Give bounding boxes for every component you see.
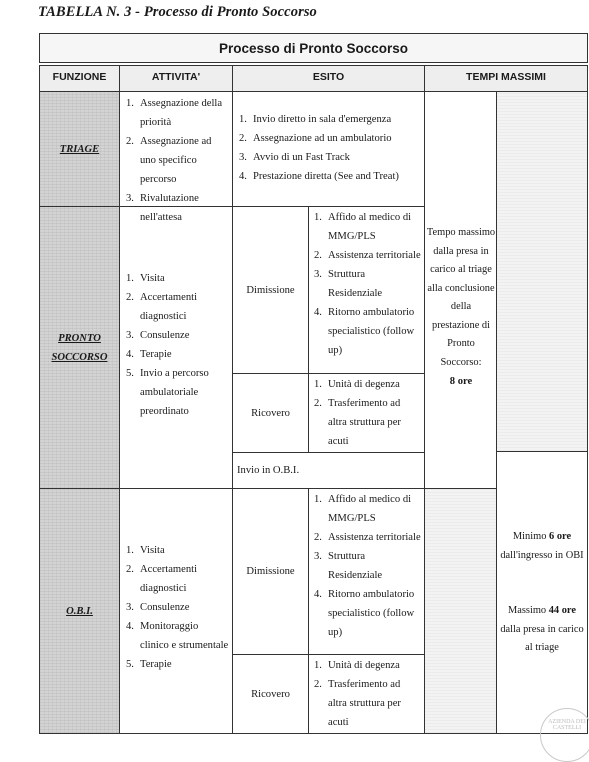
funzione-triage-label: TRIAGE — [59, 143, 100, 155]
list-item: 2. Trasferimento ad altra struttura per acuti — [314, 398, 401, 447]
list-item: 1. Invio diretto in sala d'emergenza — [239, 114, 392, 125]
ps-dimissione-label-cell — [232, 206, 309, 374]
list-item: 5. Invio a percorso ambulatoriale preordinato — [126, 368, 209, 417]
obi-massimo-text: Massimo 44 ore dalla presa in carico al triage — [500, 605, 584, 653]
obi-tempi-blank-cell — [424, 488, 497, 734]
list-item: 4. Terapie — [126, 349, 172, 360]
list-item: 2. Accertamenti diagnostici — [126, 564, 198, 594]
header-tempi-massimi: TEMPI MASSIMI — [424, 65, 588, 92]
triage-esito — [232, 91, 425, 207]
tempo-massimo-value: 8 ore — [449, 376, 473, 387]
funzione-obi — [39, 488, 120, 734]
list-item: 3. Consulenze — [126, 330, 190, 341]
tempo-massimo-text: Tempo massimo dalla presa in carico al triage alla conclusione della prestazione di Pronto Soccorso: — [426, 227, 496, 368]
ps-dimissione-list-cell — [308, 206, 425, 374]
ps-ricovero-label: Ricovero — [251, 407, 290, 419]
list-item: 1. Visita — [126, 545, 165, 556]
obi-minimo-text: Minimo 6 ore dall'ingresso in OBI — [500, 531, 584, 561]
list-item: 5. Terapie — [126, 659, 172, 670]
list-item: 2. Accertamenti diagnostici — [126, 292, 198, 322]
obi-ricovero-label-cell — [232, 654, 309, 734]
ps-ricovero-list — [314, 375, 421, 451]
tempi-blank-cell — [496, 91, 588, 452]
list-item: 2. Trasferimento ad altra struttura per acuti — [314, 679, 401, 728]
list-item: 1. Visita — [126, 273, 165, 284]
obi-ricovero-list — [314, 656, 421, 732]
ps-invio-obi-label: Invio in O.B.I. — [237, 465, 300, 476]
obi-attivita — [119, 488, 233, 734]
obi-massimo-value: 44 ore — [548, 605, 576, 616]
ps-ricovero-list-cell — [308, 373, 425, 453]
obi-dimissione-list-cell — [308, 488, 425, 655]
list-item: 1. Affido al medico di MMG/PLS — [314, 212, 412, 242]
list-item: 1. Unità di degenza — [314, 379, 400, 390]
list-item: 3. Struttura Residenziale — [314, 269, 383, 299]
header-funzione: FUNZIONE — [39, 65, 120, 92]
official-stamp — [540, 708, 589, 762]
ps-dimissione-label: Dimissione — [246, 284, 295, 296]
ps-dimissione-list — [314, 208, 421, 360]
funzione-ps-label: PRONTO SOCCORSO — [51, 332, 108, 363]
stamp-text: AZIENDA DEI CASTELLI — [548, 719, 586, 731]
list-item: 4. Ritorno ambulatorio specialistico (follow up) — [314, 307, 415, 356]
list-item: 3. Rivalutazione nell'attesa — [126, 193, 199, 223]
ps-attivita — [119, 206, 233, 489]
ps-attivita-list — [126, 269, 229, 421]
ps-ricovero-label-cell — [232, 373, 309, 453]
list-item: 1. Affido al medico di MMG/PLS — [314, 494, 412, 524]
list-item: 2. Assegnazione ad uno specifico percorso — [126, 136, 212, 185]
ps-invio-obi-cell — [232, 452, 425, 489]
header-esito: ESITO — [232, 65, 425, 92]
list-item: 4. Prestazione diretta (See and Treat) — [239, 171, 399, 182]
header-attivita: ATTIVITA' — [119, 65, 233, 92]
triage-attivita — [119, 91, 233, 223]
list-item: 2. Assistenza territoriale — [314, 250, 421, 261]
obi-ricovero-label: Ricovero — [251, 688, 290, 700]
list-item: 1. Unità di degenza — [314, 660, 400, 671]
triage-esito-list — [239, 110, 421, 186]
funzione-obi-label: O.B.I. — [66, 605, 93, 617]
obi-dimissione-label-cell — [232, 488, 309, 655]
list-item: 3. Avvio di un Fast Track — [239, 152, 350, 163]
list-item: 3. Consulenze — [126, 602, 190, 613]
funzione-triage — [39, 91, 120, 207]
table-title: Processo di Pronto Soccorso — [39, 33, 588, 63]
list-item: 4. Ritorno ambulatorio specialistico (follow up) — [314, 589, 415, 638]
tempi-ps-cell — [424, 91, 497, 489]
obi-dimissione-label: Dimissione — [246, 566, 295, 577]
list-item: 3. Struttura Residenziale — [314, 551, 383, 581]
list-item: 2. Assegnazione ad un ambulatorio — [239, 133, 392, 144]
obi-minimo-value: 6 ore — [549, 531, 572, 542]
obi-ricovero-list-cell — [308, 654, 425, 734]
list-item: 2. Assistenza territoriale — [314, 532, 421, 543]
document-title: TABELLA N. 3 - Processo di Pronto Soccorso — [38, 4, 317, 20]
obi-dimissione-list — [314, 490, 421, 642]
list-item: 1. Assegnazione della priorità — [126, 98, 223, 128]
list-item: 4. Monitoraggio clinico e strumentale — [126, 621, 229, 651]
obi-tempi-cell — [496, 451, 588, 734]
funzione-pronto-soccorso — [39, 206, 120, 489]
obi-attivita-list — [126, 541, 229, 674]
